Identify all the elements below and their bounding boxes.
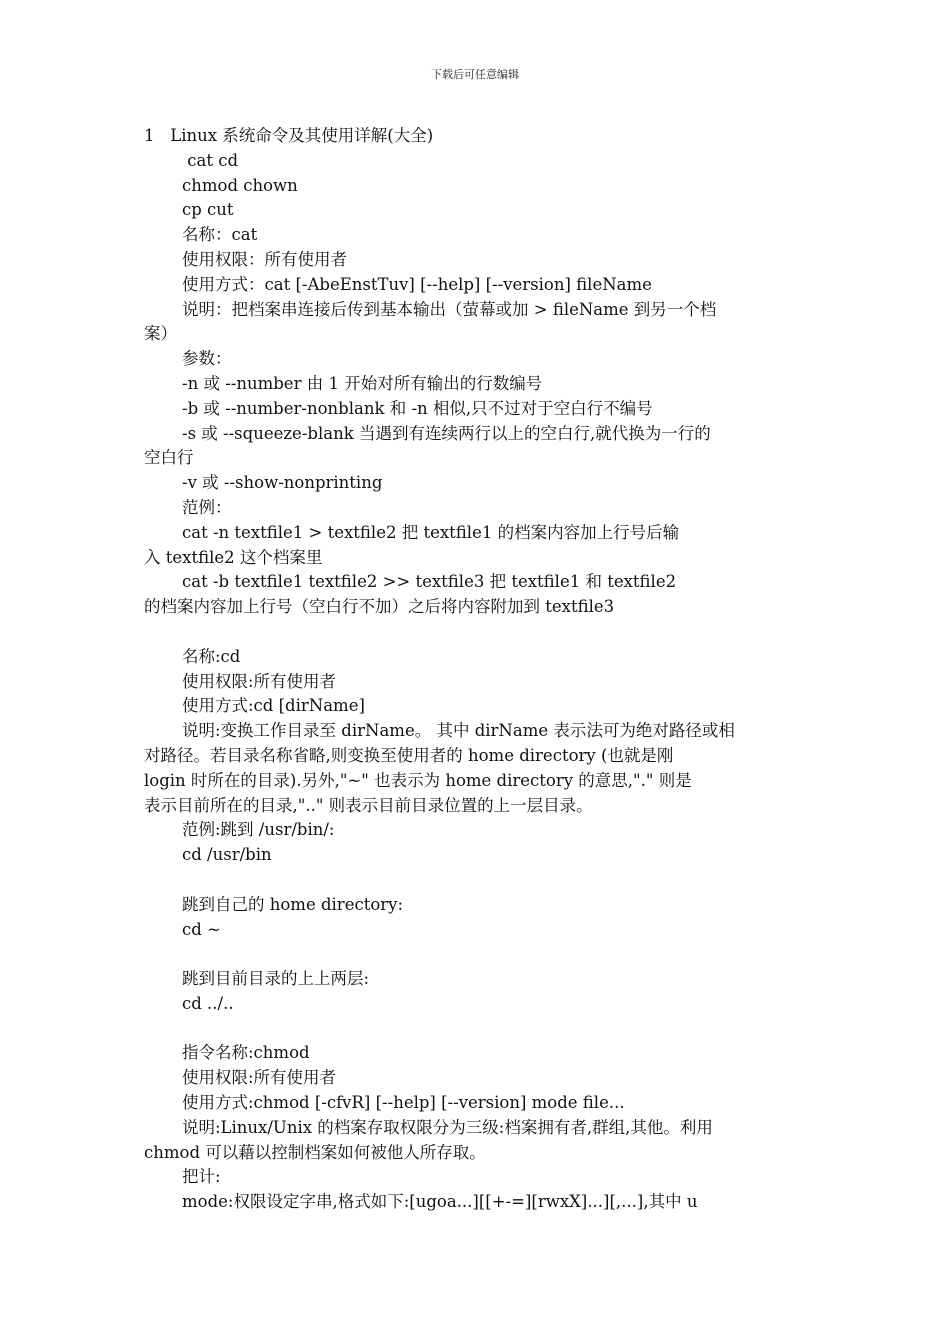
text-line: cd ~ <box>182 919 221 939</box>
text-line: 参数： <box>182 349 232 369</box>
text-line: 使用方式:chmod [-cfvR] [--help] [--version] mode file... <box>182 1093 625 1113</box>
text-line: 入 textfile2 这个档案里 <box>144 547 323 567</box>
text-line: 范例： <box>182 497 232 517</box>
text-line: cd /usr/bin <box>182 845 272 865</box>
text-line: 把计: <box>182 1167 221 1187</box>
text-line: 的档案内容加上行号（空白行不加）之后将内容附加到 textfile3 <box>144 597 615 617</box>
text-line: -v 或 --show-nonprinting <box>182 473 383 493</box>
text-line: 使用权限：所有使用者 <box>182 249 347 269</box>
text-line: 范例:跳到 /usr/bin/: <box>182 820 335 840</box>
text-line: cat -n textfile1 > textfile2 把 textfile1 的档案内容加上行号后输 <box>182 522 680 542</box>
text-line: 名称：cat <box>182 225 258 245</box>
text-line: 跳到自己的 home directory: <box>182 894 404 914</box>
text-line: 说明：把档案串连接后传到基本输出（萤幕或加 > fileName 到另一个档 <box>182 299 717 319</box>
blank-line <box>144 1017 808 1042</box>
text-line: mode:权限设定字串,格式如下:[ugoa...][[+-=][rwxX]...][,...],其中 u <box>182 1192 698 1212</box>
blank-line <box>144 942 808 967</box>
text-line: 跳到目前目录的上上两层: <box>182 969 370 989</box>
text-line: cd ../.. <box>182 993 234 1013</box>
text-line: -n 或 --number 由 1 开始对所有输出的行数编号 <box>182 373 543 393</box>
text-line: 说明:Linux/Unix 的档案存取权限分为三级:档案拥有者,群组,其他。利用 <box>182 1117 713 1137</box>
text-line: -b 或 --number-nonblank 和 -n 相似,只不过对于空白行不编号 <box>182 398 653 418</box>
text-line: 1 Linux 系统命令及其使用详解(大全) <box>144 126 434 145</box>
text-line: cp cut <box>182 200 234 220</box>
blank-line <box>144 868 808 893</box>
text-line: login 时所在的目录).另外,"~" 也表示为 home directory 的意思,"." 则是 <box>144 770 692 790</box>
text-line: 名称:cd <box>182 646 241 666</box>
page-header: 下载后可任意编辑 <box>431 68 519 81</box>
text-line: 说明:变换工作目录至 dirName。 其中 dirName 表示法可为绝对路径或相 <box>182 721 735 741</box>
text-line: 空白行 <box>144 448 194 468</box>
text-line: 使用权限:所有使用者 <box>182 1068 337 1088</box>
text-line: 对路径。若目录名称省略,则变换至使用者的 home directory (也就是刚 <box>144 745 674 765</box>
text-line: 案） <box>144 324 177 344</box>
text-line: cat -b textfile1 textfile2 >> textfile3 把 textfile1 和 textfile2 <box>182 572 677 592</box>
text-line: 使用方式：cat [-AbeEnstTuv] [--help] [--version] fileName <box>182 274 652 294</box>
text-line: 指令名称:chmod <box>182 1043 310 1063</box>
text-line: chmod chown <box>182 175 298 195</box>
blank-line <box>144 620 808 645</box>
text-line: -s 或 --squeeze-blank 当遇到有连续两行以上的空白行,就代换为一行的 <box>182 423 711 443</box>
text-line: 使用权限:所有使用者 <box>182 671 337 691</box>
text-line: 使用方式:cd [dirName] <box>182 696 365 716</box>
text-line: chmod 可以藉以控制档案如何被他人所存取。 <box>144 1142 486 1162</box>
text-line: 表示目前所在的目录,".." 则表示目前目录位置的上一层目录。 <box>144 795 593 815</box>
document-body <box>144 124 808 1215</box>
text-line: cat cd <box>182 150 239 170</box>
